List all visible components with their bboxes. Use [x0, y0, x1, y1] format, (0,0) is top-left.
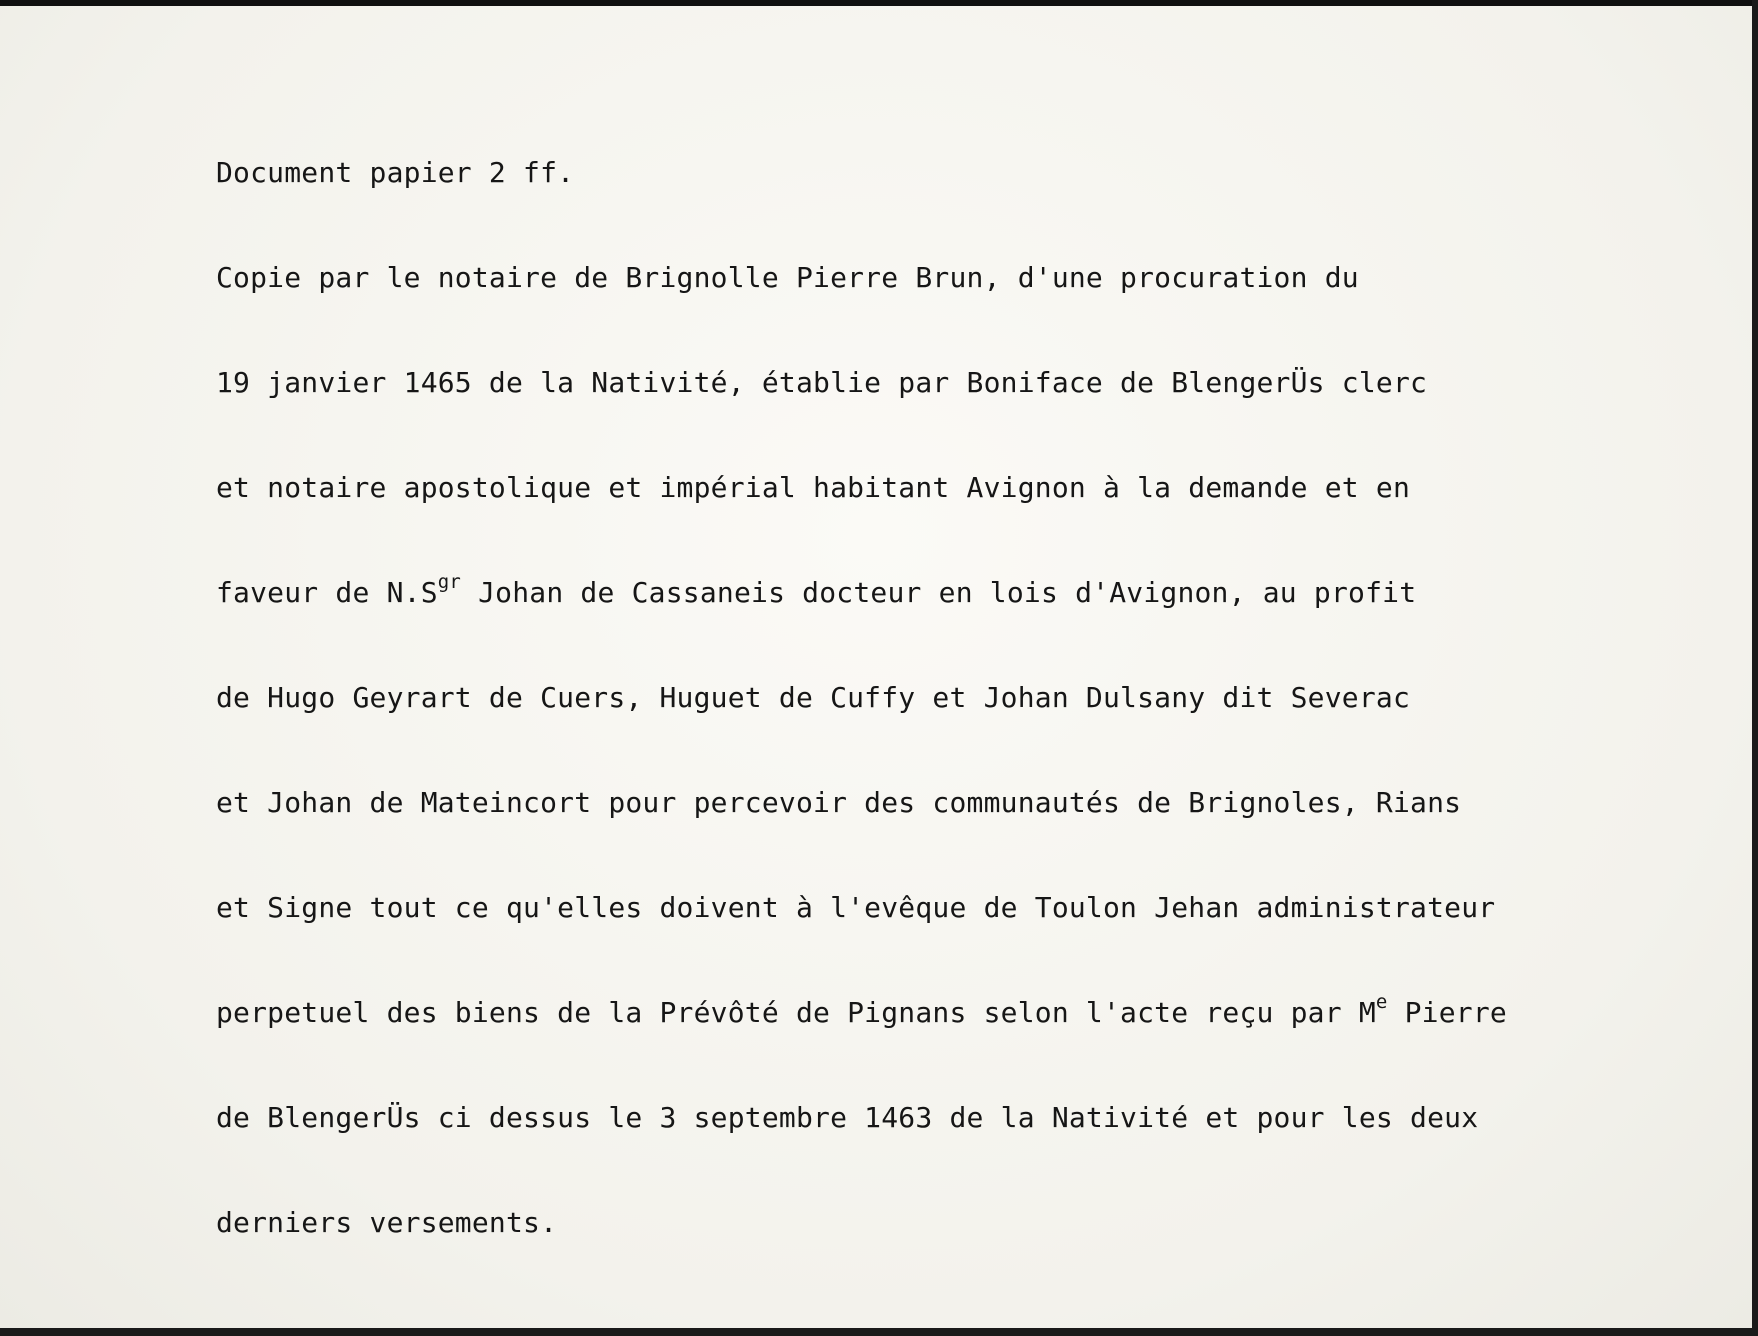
text-line-10: derniers versements.	[216, 1206, 558, 1239]
text-line-8-after: Pierre	[1387, 996, 1507, 1029]
document-heading: Document papier 2 ff.	[216, 156, 575, 189]
superscript-e: e	[1375, 990, 1388, 1013]
scan-edge-right	[1752, 0, 1758, 1336]
text-line-9: de BlengerÜs ci dessus le 3 septembre 1463 de la Nativité et pour les deux	[216, 1101, 1479, 1134]
text-line-5: de Hugo Geyrart de Cuers, Huguet de Cuffy et Johan Dulsany dit Severac	[216, 681, 1411, 714]
text-line-6: et Johan de Mateincort pour percevoir des communautés de Brignoles, Rians	[216, 786, 1462, 819]
text-line-4-before: faveur de N.S	[216, 576, 438, 609]
paper-sheet	[0, 6, 1752, 1328]
superscript-gr: gr	[437, 570, 462, 593]
text-line-2: 19 janvier 1465 de la Nativité, établie par Boniface de BlengerÜs clerc	[216, 366, 1428, 399]
text-line-4	[216, 570, 1417, 610]
text-line-4-after: Johan de Cassaneis docteur en lois d'Avignon, au profit	[461, 576, 1417, 609]
text-line-1: Copie par le notaire de Brignolle Pierre Brun, d'une procuration du	[216, 261, 1359, 294]
text-line-8	[216, 990, 1507, 1030]
text-line-8-before: perpetuel des biens de la Prévôté de Pignans selon l'acte reçu par M	[216, 996, 1376, 1029]
scan-edge-bottom	[0, 1328, 1758, 1336]
text-line-3: et notaire apostolique et impérial habitant Avignon à la demande et en	[216, 471, 1411, 504]
text-line-7: et Signe tout ce qu'elles doivent à l'evêque de Toulon Jehan administrateur	[216, 891, 1496, 924]
